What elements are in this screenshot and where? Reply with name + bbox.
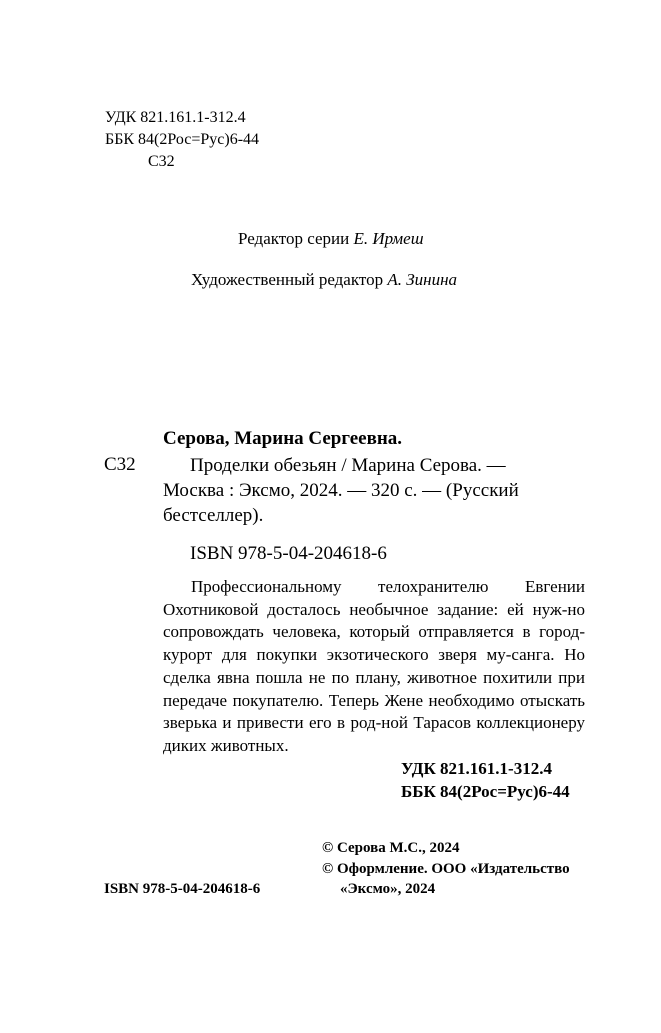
series-editor-credit [238,229,424,249]
catalog-line-1: Проделки обезьян / Марина Серова. — [190,455,506,476]
footer-isbn: ISBN 978-5-04-204618-6 [104,881,261,897]
author-mark-top: С32 [148,153,175,170]
art-editor-name: А. Зинина [387,270,458,289]
catalog-author-mark: С32 [104,454,136,475]
udk-top: УДК 821.161.1-312.4 [105,109,246,126]
bbk-top: ББК 84(2Рос=Рус)6-44 [105,131,260,148]
copyright-author: © Серова М.С., 2024 [322,840,460,856]
catalog-isbn: ISBN 978-5-04-204618-6 [190,543,387,564]
copyright-design-line2: «Эксмо», 2024 [340,881,436,897]
catalog-author: Серова, Марина Сергеевна. [163,428,403,449]
catalog-line-2: Москва : Эксмо, 2024. — 320 с. — (Русский [163,480,519,501]
catalog-udk: УДК 821.161.1-312.4 [401,759,552,778]
catalog-line-3: бестселлер). [163,505,264,526]
catalog-bbk: ББК 84(2Рос=Рус)6-44 [401,782,570,801]
annotation: Профессиональному телохранителю Евгении Охотниковой досталось необычное задание: ей нуж-но сопровождать человека, который отправляется в город-курорт для покупки экзотического зверя му-санга. Но сделка явна пошла не по плану, животное похитили при передаче покупателю. Теперь Жене необходимо отыскать зверька и привести его в род-ной Тарасов коллекционеру диких животных. [163,577,585,755]
series-editor-label: Редактор серии [238,229,350,248]
copyright-design-line1: © Оформление. ООО «Издательство [322,861,570,877]
art-editor-credit [191,270,457,290]
series-editor-name: Е. Ирмеш [353,229,424,248]
art-editor-label: Художественный редактор [191,270,384,289]
